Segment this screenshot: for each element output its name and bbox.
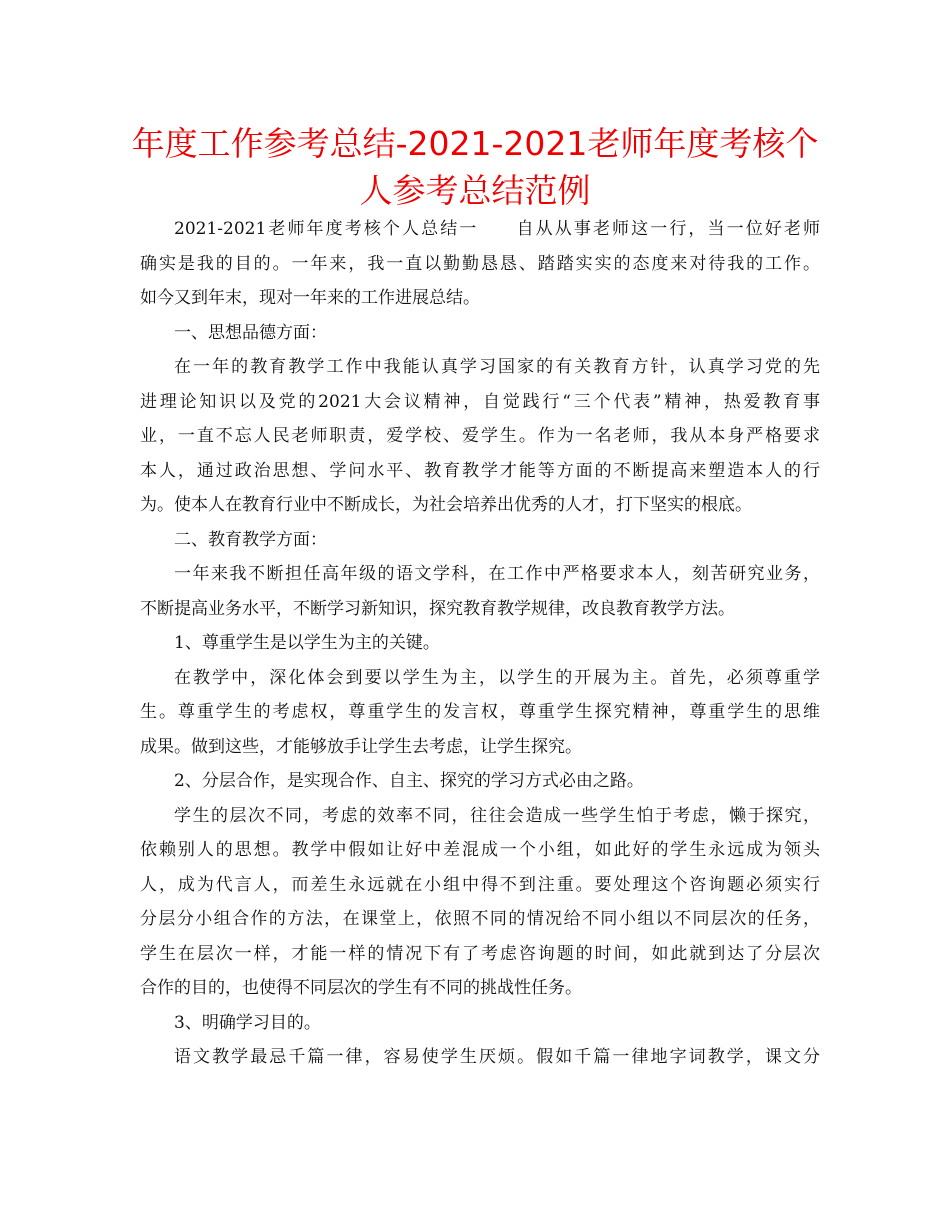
paragraph-line: 人，成为代言人，而差生永远就在小组中得不到注重。要处理这个咨询题必须实行 — [140, 874, 820, 895]
paragraph-line: 如今又到年末，现对一年来的工作进展总结。 — [140, 288, 480, 308]
paragraph-line: 本人，通过政治思想、学问水平、教育教学才能等方面的不断提高来塑造本人的行 — [140, 460, 820, 481]
paragraph-line: 学生的层次不同，考虑的效率不同，往往会造成一些学生怕于考虑，懒于探究， — [174, 805, 820, 826]
section-heading: 1、尊重学生是以学生为主的关键。 — [174, 633, 440, 653]
body-paragraph — [140, 799, 820, 1006]
paragraph-line: 在教学中，深化体会到要以学生为主，以学生的开展为主。首先，必须尊重学 — [174, 667, 820, 688]
body-paragraph — [140, 661, 820, 765]
paragraph-line: 分层分小组合作的方法，在课堂上，依照不同的情况给不同小组以不同层次的任务， — [140, 909, 820, 929]
paragraph-line: 为。使本人在教育行业中不断成长，为社会培养出优秀的人才，打下坚实的根底。 — [140, 495, 752, 515]
document-body — [140, 212, 820, 1075]
paragraph-line: 在一年的教育教学工作中我能认真学习国家的有关教育方针，认真学习党的先 — [174, 357, 820, 377]
section-heading: 3、明确学习目的。 — [174, 1012, 321, 1033]
body-paragraph — [140, 212, 820, 316]
document-title-line-2: 人参考总结范例 — [359, 171, 591, 210]
document-title-line-1: 年度工作参考总结-2021-2021老师年度考核个 — [131, 124, 819, 163]
paragraph-line: 学生在层次一样，才能一样的情况下有了考虑咨询题的时间，如此就到达了分层次 — [140, 943, 820, 964]
paragraph-line: 2021-2021老师年度考核个人总结一 自从从事老师这一行，当一位好老师 — [174, 219, 820, 239]
paragraph-line: 成果。做到这些，才能够放手让学生去考虑，让学生探究。 — [140, 736, 582, 757]
paragraph-line: 合作的目的，也使得不同层次的学生有不同的挑战性任务。 — [140, 978, 582, 998]
paragraph-line: 语文教学最忌千篇一律，容易使学生厌烦。假如千篇一律地字词教学，课文分 — [174, 1047, 820, 1067]
paragraph-line: 进理论知识以及党的2021大会议精神，自觉践行“三个代表”精神，热爱教育事 — [140, 391, 820, 412]
body-paragraph — [140, 557, 820, 626]
paragraph-line: 确实是我的目的。一年来，我一直以勤勤恳恳、踏踏实实的态度来对待我的工作。 — [140, 253, 820, 274]
body-paragraph — [140, 350, 820, 523]
paragraph-line: 业，一直不忘人民老师职责，爱学校、爱学生。作为一名老师，我从本身严格要求 — [140, 426, 820, 446]
section-heading: 2、分层合作，是实现合作、自主、探究的学习方式必由之路。 — [174, 771, 644, 791]
paragraph-line: 依赖别人的思想。教学中假如让好中差混成一个小组，如此好的学生永远成为领头 — [140, 840, 820, 860]
section-heading: 一、思想品德方面： — [174, 322, 327, 343]
paragraph-line: 不断提高业务水平，不断学习新知识，探究教育教学规律，改良教育教学方法。 — [140, 598, 735, 619]
paragraph-line: 一年来我不断担任高年级的语文学科，在工作中严格要求本人，刻苦研究业务， — [174, 564, 820, 584]
document-title — [130, 120, 820, 214]
body-paragraph — [140, 1040, 820, 1075]
section-heading: 二、教育教学方面： — [174, 529, 327, 550]
paragraph-line: 生。尊重学生的考虑权，尊重学生的发言权，尊重学生探究精神，尊重学生的思维 — [140, 702, 820, 722]
